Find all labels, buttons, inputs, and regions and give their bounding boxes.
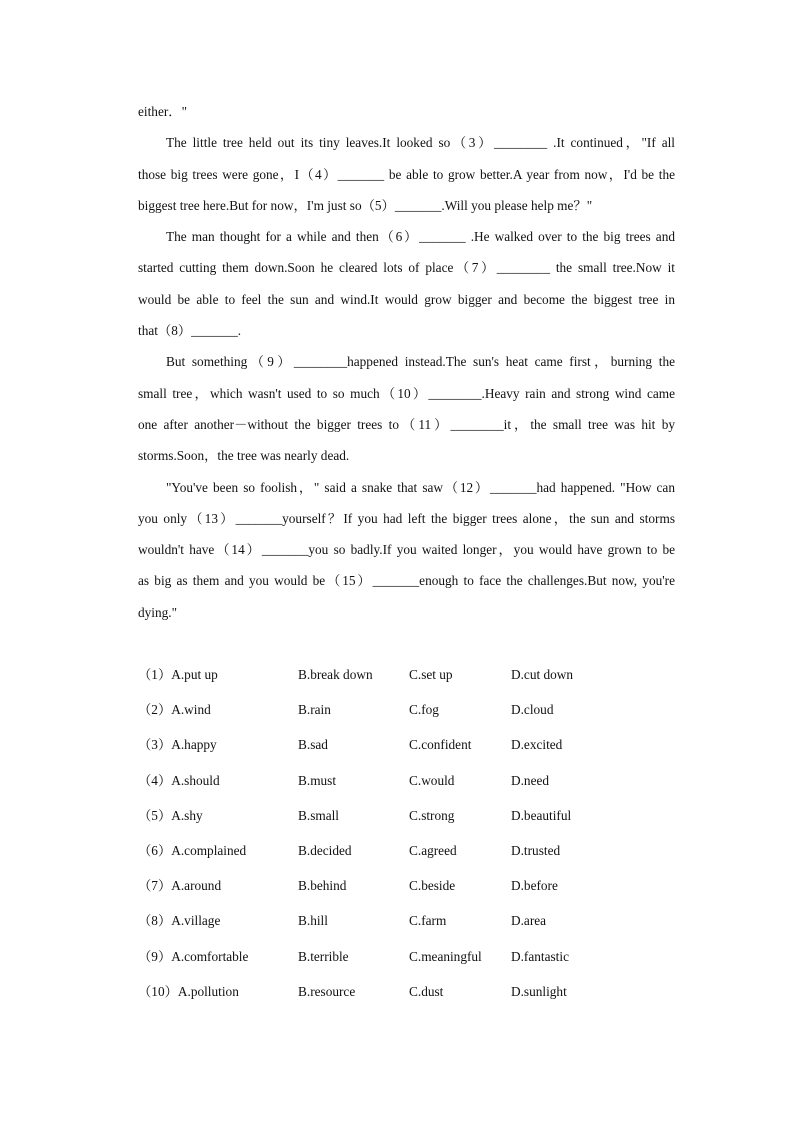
option-row <box>138 769 678 804</box>
option-b: B.decided <box>298 842 352 858</box>
option-a: （9）A.comfortable <box>138 948 249 964</box>
option-b: B.hill <box>298 913 328 929</box>
option-c: C.fog <box>409 702 439 718</box>
option-row <box>138 874 678 909</box>
option-d: D.cut down <box>511 667 574 682</box>
option-d: D.excited <box>511 737 563 753</box>
option-row <box>138 909 678 944</box>
option-a: （7）A.around <box>138 878 222 894</box>
passage-line: biggest tree here.But for now，I'm just so（5）_______.Will you please help me？" <box>138 197 593 213</box>
option-c: C.dust <box>409 983 444 999</box>
passage-line: storms.Soon，the tree was nearly dead. <box>138 448 350 464</box>
option-row <box>138 980 678 1015</box>
option-a: （2）A.wind <box>138 702 211 718</box>
option-d: D.sunlight <box>511 983 567 999</box>
option-b: B.terrible <box>298 948 349 964</box>
option-a: （4）A.should <box>138 772 220 788</box>
passage-line: wouldn't have（14）_______you so badly.If you waited longer，you would have grown to be <box>138 542 675 558</box>
option-c: C.strong <box>409 807 455 823</box>
option-a: （8）A.village <box>138 913 221 929</box>
passage-line: small tree，which wasn't used to so much（10）________.Heavy rain and strong wind came <box>138 385 675 401</box>
option-a: （3）A.happy <box>138 737 217 753</box>
option-c: C.agreed <box>409 842 457 858</box>
option-a: （10）A.pollution <box>138 983 239 999</box>
option-row <box>138 698 678 733</box>
option-c: C.would <box>409 772 455 788</box>
passage-line: one after another－without the bigger trees to（11）________it，the small tree was hit by <box>138 416 675 432</box>
option-b: B.sad <box>298 737 328 753</box>
passage-line: "You've been so foolish，" said a snake that saw（12）_______had happened. "How can <box>166 479 675 495</box>
option-b: B.break down <box>298 667 373 682</box>
option-row <box>138 839 678 874</box>
option-d: D.need <box>511 772 550 788</box>
option-d: D.beautiful <box>511 807 572 823</box>
option-b: B.behind <box>298 878 347 894</box>
option-b: B.small <box>298 807 340 823</box>
option-a: （6）A.complained <box>138 842 247 858</box>
option-c: C.set up <box>409 667 453 682</box>
option-row <box>138 733 678 768</box>
passage-line: either．" <box>138 104 187 119</box>
option-d: D.area <box>511 913 547 929</box>
passage-line: that（8）_______. <box>138 323 242 339</box>
option-d: D.cloud <box>511 702 554 718</box>
passage-line: The man thought for a while and then（6）_______ .He walked over to the big trees and <box>166 229 675 245</box>
passage-line: started cutting them down.Soon he cleared lots of place（7）________ the small tree.Now it <box>138 260 675 276</box>
option-d: D.trusted <box>511 842 561 858</box>
option-d: D.before <box>511 878 558 894</box>
option-row <box>138 663 678 698</box>
option-a: （1）A.put up <box>138 667 218 682</box>
reading-passage <box>138 100 675 632</box>
option-row <box>138 804 678 839</box>
option-c: C.beside <box>409 878 456 894</box>
option-c: C.meaningful <box>409 948 482 964</box>
option-a: （5）A.shy <box>138 807 203 823</box>
option-b: B.resource <box>298 983 356 999</box>
passage-line: as big as them and you would be（15）_______enough to face the challenges.But now, you're <box>138 573 675 589</box>
passage-line: would be able to feel the sun and wind.It would grow bigger and become the biggest tree in <box>138 291 675 307</box>
passage-line: you only（13）_______yourself？If you had left the bigger trees alone，the sun and storms <box>138 510 675 526</box>
option-b: B.rain <box>298 702 331 718</box>
passage-line: those big trees were gone，I（4）_______ be able to grow better.A year from now，I'd be the <box>138 166 675 182</box>
option-c: C.confident <box>409 737 472 753</box>
option-row <box>138 945 678 980</box>
option-b: B.must <box>298 772 337 788</box>
option-d: D.fantastic <box>511 948 569 964</box>
passage-line: The little tree held out its tiny leaves.It looked so（3）________ .It continued，"If all <box>166 135 675 151</box>
option-c: C.farm <box>409 913 447 929</box>
passage-line: dying." <box>138 604 178 620</box>
answer-options <box>138 663 678 1015</box>
passage-line: But something（9）________happened instead.The sun's heat came first，burning the <box>166 354 675 370</box>
